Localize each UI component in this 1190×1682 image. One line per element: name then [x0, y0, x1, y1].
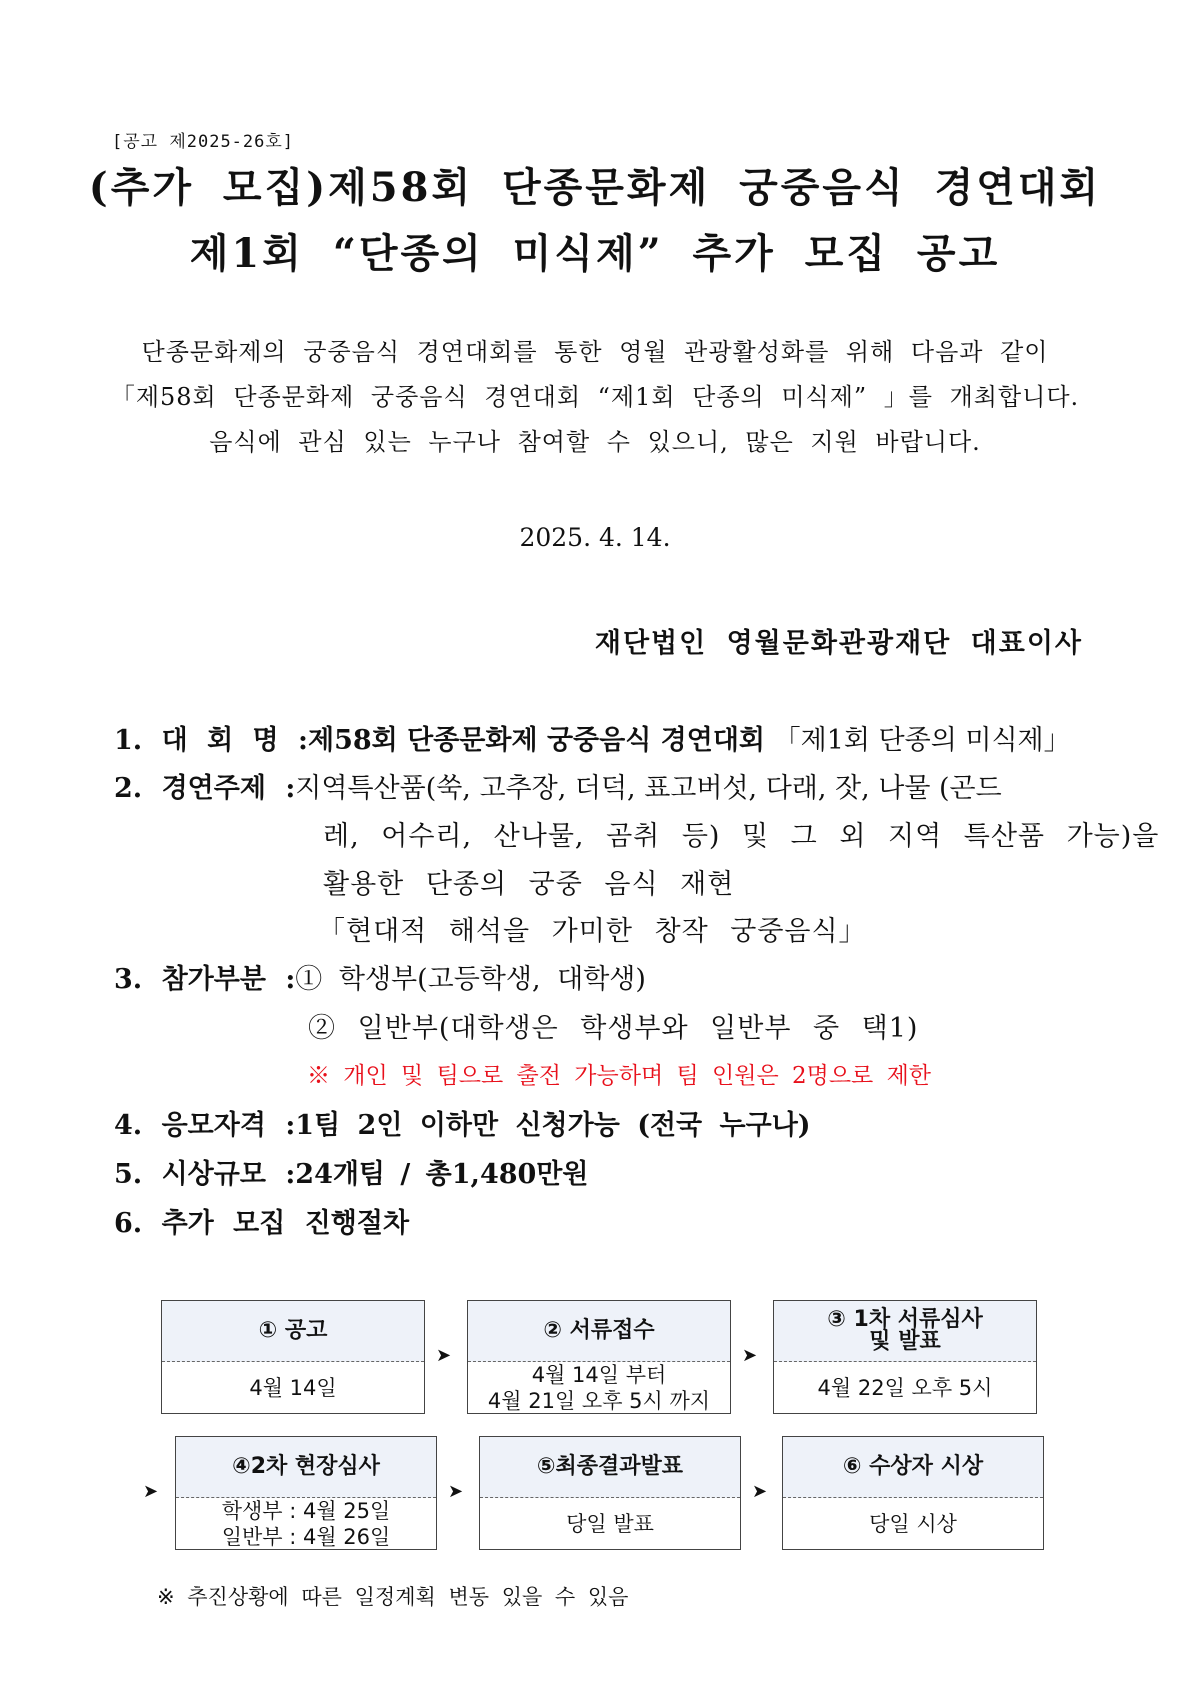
step-detail: 학생부 : 4월 25일 [221, 1498, 391, 1523]
intro-line-2: 「제58회 단종문화제 궁중음식 경연대회 “제1회 단종의 미식제” 」를 개최합니다. [110, 383, 1080, 411]
step-detail: 당일 발표 [566, 1511, 654, 1536]
step-detail: 4월 14일 부터 [531, 1362, 667, 1387]
step-box-onsite-review [175, 1436, 437, 1550]
section-awards [114, 1152, 588, 1191]
arrow-icon: ➤ [752, 1481, 768, 1502]
competition-subtitle: 「제1회 단종의 미식제」 [773, 725, 1071, 756]
step-title: ④2차 현장심사 [176, 1437, 436, 1498]
section-procedure: 6. 추가 모집 진행절차 [114, 1208, 410, 1239]
step-box-award-ceremony [782, 1436, 1044, 1550]
step-title-line: ③ 1차 서류심사 [827, 1307, 983, 1332]
organization-signature: 재단법인 영월문화관광재단 대표이사 [594, 628, 1083, 659]
section-label: 2. 경연주제 : [114, 773, 296, 804]
arrow-icon: ➤ [143, 1481, 159, 1502]
theme-line-2: 레, 어수리, 산나물, 곰취 등) 및 그 외 지역 특산품 가능)을 [323, 821, 1160, 852]
step-title: ⑤최종결과발표 [480, 1437, 740, 1498]
title-line-1: (추가 모집)제58회 단종문화제 궁중음식 경연대회 [88, 164, 1102, 211]
eligibility-value: 1팀 2인 이하만 신청가능 (전국 누구나) [295, 1110, 811, 1141]
section-label: 3. 참가부분 : [114, 964, 296, 995]
intro-line-3: 음식에 관심 있는 누구나 참여할 수 있으니, 많은 지원 바랍니다. [209, 428, 981, 456]
theme-line-1: 지역특산품(쑥, 고추장, 더덕, 표고버섯, 다래, 잣, 나물 (곤드 [295, 773, 1002, 804]
category-general: ② 일반부(대학생은 학생부와 일반부 중 택1) [308, 1013, 919, 1044]
step-detail: 4월 21일 오후 5시 까지 [487, 1388, 711, 1413]
awards-value: 24개팀 / 총1,480만원 [295, 1159, 589, 1190]
category-note: ※ 개인 및 팀으로 출전 가능하며 팀 인원은 2명으로 제한 [307, 1063, 932, 1089]
section-competition-name [114, 718, 1071, 757]
step-box-document-review [773, 1300, 1037, 1414]
section-categories [114, 957, 646, 996]
intro-line-1: 단종문화제의 궁중음식 경연대회를 통한 영월 관광활성화를 위해 다음과 같이 [141, 338, 1049, 366]
section-label: 5. 시상규모 : [114, 1159, 296, 1190]
section-theme [114, 766, 1002, 805]
step-detail: 4월 14일 [249, 1375, 337, 1400]
step-detail: 4월 22일 오후 5시 [817, 1375, 993, 1400]
step-box-document-submission [467, 1300, 731, 1414]
schedule-footnote: ※ 추진상황에 따른 일정계획 변동 있을 수 있음 [157, 1585, 629, 1609]
step-title: ② 서류접수 [468, 1301, 730, 1362]
step-detail: 당일 시상 [869, 1511, 957, 1536]
step-box-announcement [161, 1300, 425, 1414]
theme-line-4: 「현대적 해석을 가미한 창작 궁중음식」 [318, 916, 867, 947]
competition-name: 제58회 단종문화제 궁중음식 경연대회 [308, 725, 766, 756]
section-label: 4. 응모자격 : [114, 1110, 296, 1141]
section-eligibility [114, 1103, 811, 1142]
arrow-icon: ➤ [742, 1345, 758, 1366]
notice-number: [공고 제2025-26호] [112, 132, 295, 152]
category-student: ① 학생부(고등학생, 대학생) [295, 964, 646, 995]
section-label: 1. 대 회 명 : [114, 725, 308, 756]
step-box-final-results [479, 1436, 741, 1550]
theme-line-3: 활용한 단종의 궁중 음식 재현 [323, 869, 735, 900]
step-title: ⑥ 수상자 시상 [783, 1437, 1043, 1498]
arrow-icon: ➤ [448, 1481, 464, 1502]
step-title-line: 및 발표 [869, 1329, 941, 1354]
arrow-icon: ➤ [436, 1345, 452, 1366]
title-line-2: 제1회 “단종의 미식제” 추가 모집 공고 [189, 230, 1001, 277]
step-title [774, 1301, 1036, 1362]
notice-date: 2025. 4. 14. [519, 523, 671, 552]
step-detail: 일반부 : 4월 26일 [221, 1524, 391, 1549]
step-title: ① 공고 [162, 1301, 424, 1362]
